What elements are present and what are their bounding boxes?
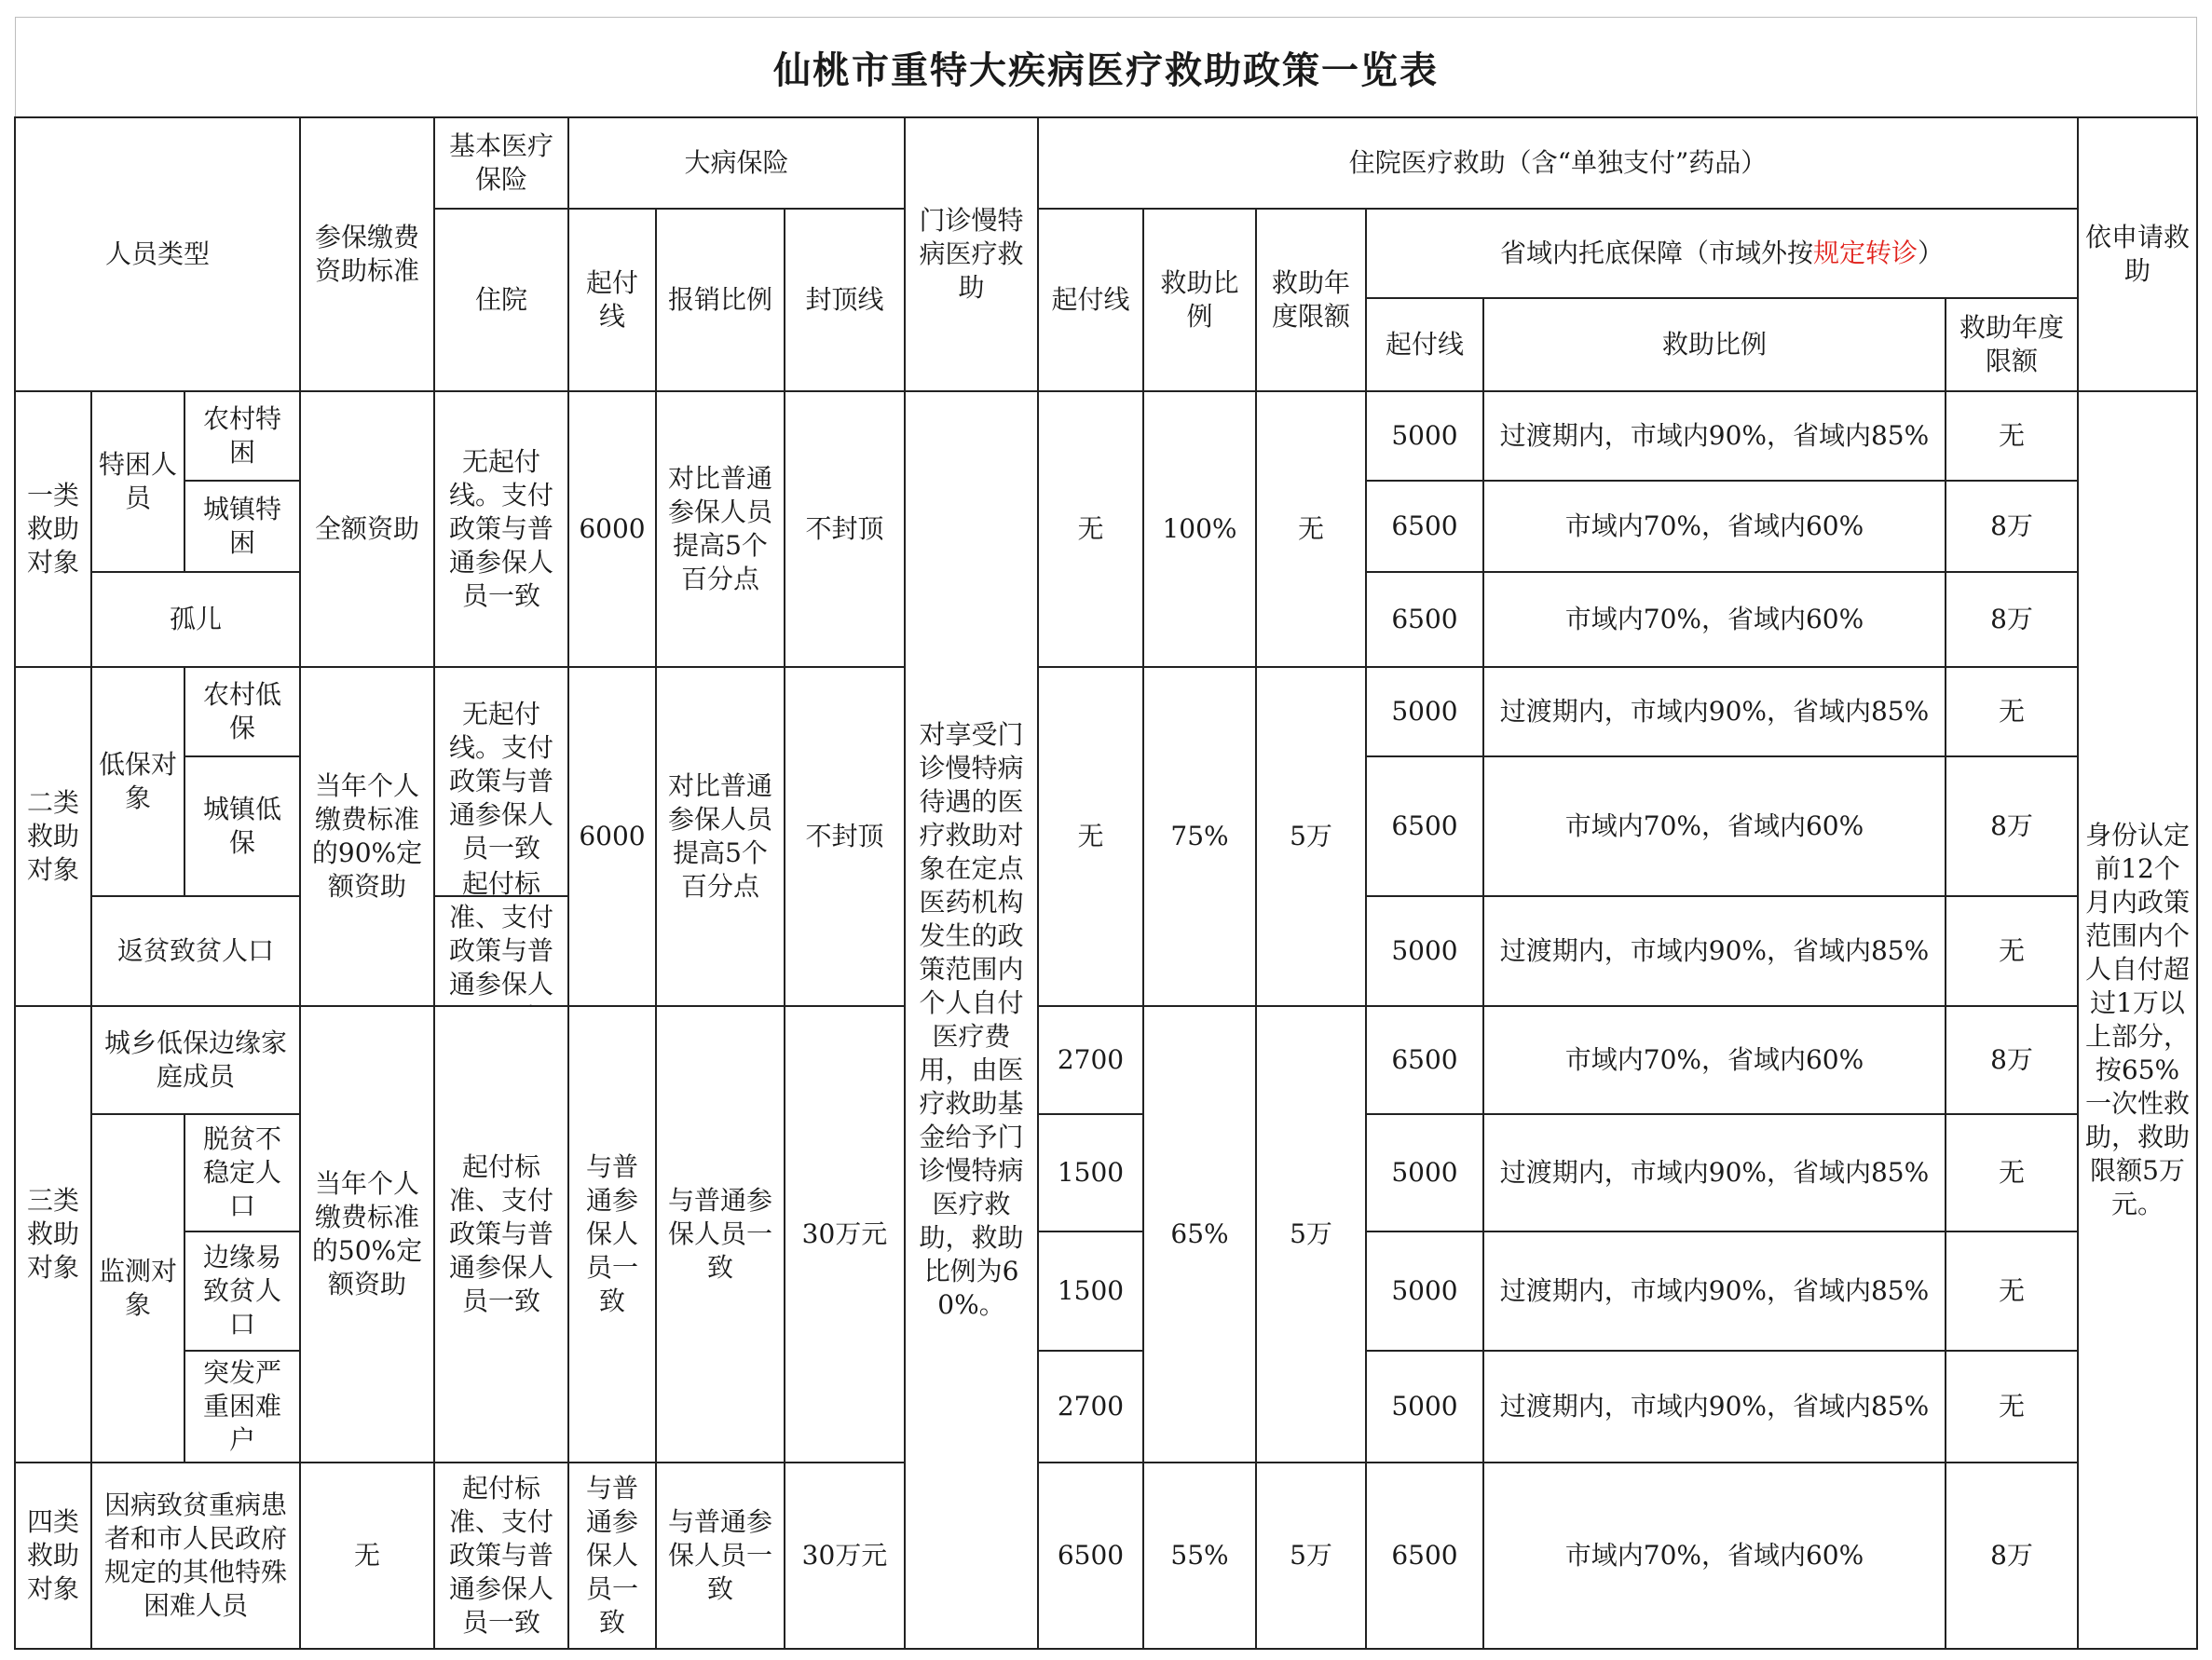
c1-threshold: 6000 <box>567 390 657 668</box>
edge-poor-label: 边缘易致贫人口 <box>184 1231 301 1352</box>
class3-label: 三类救助对象 <box>14 1005 92 1463</box>
class1-label: 一类救助对象 <box>14 390 92 668</box>
r9-prov-limit: 无 <box>1945 1231 2079 1352</box>
urban-dibao-label: 城镇低保 <box>184 755 301 897</box>
c3c-aid-threshold: 1500 <box>1037 1231 1144 1352</box>
header-threshold: 起付线 <box>567 208 657 392</box>
c2-hospital-b: 起付标准、支付政策与普通参保人 <box>433 895 569 1007</box>
r7-prov-threshold: 6500 <box>1365 1005 1484 1115</box>
r7-prov-limit: 8万 <box>1945 1005 2079 1115</box>
r1-prov-limit: 无 <box>1945 390 2079 482</box>
c1-aid-limit: 无 <box>1255 390 1367 668</box>
c4-threshold: 与普通参保人员一致 <box>567 1462 657 1650</box>
c3d-aid-threshold: 2700 <box>1037 1350 1144 1463</box>
sudden-label: 突发严重困难户 <box>184 1350 301 1463</box>
rural-dibao-label: 农村低保 <box>184 666 301 757</box>
unstable-label: 脱贫不稳定人口 <box>184 1113 301 1232</box>
c4-cap: 30万元 <box>784 1462 906 1650</box>
r10-prov-threshold: 5000 <box>1365 1350 1484 1463</box>
c1-contribution: 全额资助 <box>299 390 435 668</box>
c3-cap: 30万元 <box>784 1005 906 1463</box>
r9-prov-ratio: 过渡期内，市域内90%，省域内85% <box>1482 1231 1946 1352</box>
header-cap: 封顶线 <box>784 208 906 392</box>
c3-aid-ratio: 65% <box>1142 1005 1257 1463</box>
c3b-aid-threshold: 1500 <box>1037 1113 1144 1232</box>
c1-cap: 不封顶 <box>784 390 906 668</box>
r11-prov-ratio: 市域内70%，省域内60% <box>1482 1462 1946 1650</box>
r11-prov-threshold: 6500 <box>1365 1462 1484 1650</box>
c2-contribution: 当年个人缴费标准的90%定额资助 <box>299 666 435 1007</box>
header-hospital: 住院 <box>433 208 569 392</box>
r2-prov-limit: 8万 <box>1945 480 2079 573</box>
r5-prov-ratio: 市域内70%，省域内60% <box>1482 755 1946 897</box>
header-contribution: 参保缴费资助标准 <box>299 116 435 392</box>
c1-hospital: 无起付线。支付政策与普通参保人员一致 <box>433 390 569 668</box>
class2-label: 二类救助对象 <box>14 666 92 1007</box>
r3-prov-ratio: 市域内70%，省域内60% <box>1482 571 1946 668</box>
edge-family-label: 城乡低保边缘家庭成员 <box>90 1005 301 1115</box>
c4-aid-limit: 5万 <box>1255 1462 1367 1650</box>
c1-aid-ratio: 100% <box>1142 390 1257 668</box>
header-provincial: 省域内托底保障（市域外按规定转诊） <box>1365 208 2079 299</box>
r1-prov-threshold: 5000 <box>1365 390 1484 482</box>
r8-prov-ratio: 过渡期内，市域内90%，省域内85% <box>1482 1113 1946 1232</box>
r6-prov-ratio: 过渡期内，市域内90%，省域内85% <box>1482 895 1946 1007</box>
c4-reimburse: 与普通参保人员一致 <box>655 1462 785 1650</box>
header-application: 依申请救助 <box>2077 116 2198 392</box>
r5-prov-limit: 8万 <box>1945 755 2079 897</box>
header-prov-limit: 救助年度限额 <box>1945 297 2079 392</box>
c2-reimburse: 对比普通参保人员提高5个百分点 <box>655 666 785 1007</box>
c3-contribution: 当年个人缴费标准的50%定额资助 <box>299 1005 435 1463</box>
urban-tekun-label: 城镇特困 <box>184 480 301 573</box>
r2-prov-threshold: 6500 <box>1365 480 1484 573</box>
header-aid-threshold: 起付线 <box>1037 208 1144 392</box>
c4-contribution: 无 <box>299 1462 435 1650</box>
r11-prov-limit: 8万 <box>1945 1462 2079 1650</box>
c2-aid-threshold: 无 <box>1037 666 1144 1007</box>
c3a-aid-threshold: 2700 <box>1037 1005 1144 1115</box>
fanpin-label: 返贫致贫人口 <box>90 895 301 1007</box>
r3-prov-limit: 8万 <box>1945 571 2079 668</box>
c3-reimburse: 与普通参保人员一致 <box>655 1005 785 1463</box>
r10-prov-ratio: 过渡期内，市域内90%，省域内85% <box>1482 1350 1946 1463</box>
header-aid-ratio: 救助比例 <box>1142 208 1257 392</box>
c2-aid-limit: 5万 <box>1255 666 1367 1007</box>
header-reimburse-ratio: 报销比例 <box>655 208 785 392</box>
r8-prov-threshold: 5000 <box>1365 1113 1484 1232</box>
r4-prov-limit: 无 <box>1945 666 2079 757</box>
page-title: 仙桃市重特大疾病医疗救助政策一览表 <box>15 17 2197 117</box>
c2-aid-ratio: 75% <box>1142 666 1257 1007</box>
r3-prov-threshold: 6500 <box>1365 571 1484 668</box>
application-desc: 身份认定前12个月内政策范围内个人自付超过1万以上部分，按65%一次性救助，救助限额5万元。 <box>2077 390 2198 1650</box>
referral-highlight: 规定转诊 <box>1812 238 1918 268</box>
header-prov-threshold: 起付线 <box>1365 297 1484 392</box>
r5-prov-threshold: 6500 <box>1365 755 1484 897</box>
class4-label: 四类救助对象 <box>14 1462 92 1650</box>
dibao-label: 低保对象 <box>90 666 185 897</box>
r7-prov-ratio: 市域内70%，省域内60% <box>1482 1005 1946 1115</box>
r6-prov-limit: 无 <box>1945 895 2079 1007</box>
c4-aid-ratio: 55% <box>1142 1462 1257 1650</box>
r2-prov-ratio: 市域内70%，省域内60% <box>1482 480 1946 573</box>
c2-threshold: 6000 <box>567 666 657 1007</box>
r4-prov-threshold: 5000 <box>1365 666 1484 757</box>
r9-prov-threshold: 5000 <box>1365 1231 1484 1352</box>
header-serious-illness: 大病保险 <box>567 116 906 210</box>
header-outpatient: 门诊慢特病医疗救助 <box>904 116 1039 392</box>
outpatient-desc: 对享受门诊慢特病待遇的医疗救助对象在定点医药机构发生的政策范围内个人自付医疗费用，由医疗救助基金给予门诊慢特病医疗救助，救助比例为60%。 <box>904 390 1039 1650</box>
c3-aid-limit: 5万 <box>1255 1005 1367 1463</box>
c2-cap: 不封顶 <box>784 666 906 1007</box>
header-person-type: 人员类型 <box>14 116 301 392</box>
header-basic-insurance: 基本医疗保险 <box>433 116 569 210</box>
r8-prov-limit: 无 <box>1945 1113 2079 1232</box>
class4-desc: 因病致贫重病患者和市人民政府规定的其他特殊困难人员 <box>90 1462 301 1650</box>
tekun-label: 特困人员 <box>90 390 185 573</box>
r4-prov-ratio: 过渡期内，市域内90%，省域内85% <box>1482 666 1946 757</box>
rural-tekun-label: 农村特困 <box>184 390 301 482</box>
r6-prov-threshold: 5000 <box>1365 895 1484 1007</box>
c1-aid-threshold: 无 <box>1037 390 1144 668</box>
c4-aid-threshold: 6500 <box>1037 1462 1144 1650</box>
header-aid-limit: 救助年度限额 <box>1255 208 1367 392</box>
c1-reimburse: 对比普通参保人员提高5个百分点 <box>655 390 785 668</box>
c4-hospital: 起付标准、支付政策与普通参保人员一致 <box>433 1462 569 1650</box>
orphan-label: 孤儿 <box>90 571 301 668</box>
r10-prov-limit: 无 <box>1945 1350 2079 1463</box>
header-prov-ratio: 救助比例 <box>1482 297 1946 392</box>
c2-hospital-a: 无起付线。支付政策与普通参保人员一致 <box>433 666 569 897</box>
c3-hospital: 起付标准、支付政策与普通参保人员一致 <box>433 1005 569 1463</box>
monitor-label: 监测对象 <box>90 1113 185 1463</box>
c3-threshold: 与普通参保人员一致 <box>567 1005 657 1463</box>
r1-prov-ratio: 过渡期内，市域内90%，省域内85% <box>1482 390 1946 482</box>
header-inpatient-aid: 住院医疗救助（含“单独支付”药品） <box>1037 116 2079 210</box>
policy-table <box>15 117 2197 1649</box>
